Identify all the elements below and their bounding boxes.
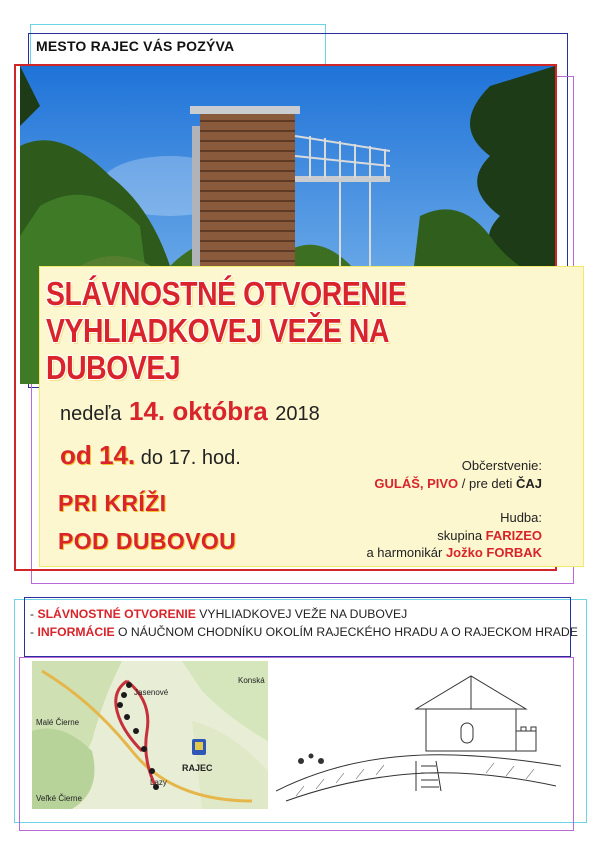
- refreshments-block: [374, 457, 542, 492]
- refreshments-label: Občerstvenie:: [461, 458, 542, 473]
- map-label-konska: Konská: [238, 676, 265, 685]
- music-label: Hudba:: [500, 510, 542, 525]
- map-label-male-cierne: Malé Čierne: [36, 718, 80, 727]
- date-big: 14. októbra: [129, 396, 268, 426]
- program-item-1: - SLÁVNOSTNÉ OTVORENIE VYHLIADKOVEJ VEŽE NA DUBOVEJ: [30, 607, 408, 621]
- program-item-2: - INFORMÁCIE O NÁUČNOM CHODNÍKU OKOLÍM RAJECKÉHO HRADU A O RAJECKOM HRADE: [30, 625, 578, 640]
- refreshments-items: GULÁŠ, PIVO / pre deti ČAJ: [374, 475, 542, 491]
- place-line2: POD DUBOVOU: [58, 528, 237, 554]
- map-label-velke-cierne: Veľké Čierne: [36, 794, 82, 803]
- map-label-jasenove: Jasenové: [134, 688, 169, 697]
- day-prefix: nedeľa: [60, 403, 122, 425]
- event-date: [60, 396, 320, 427]
- program-list: [30, 605, 578, 642]
- castle-sketch: [276, 661, 561, 809]
- music-band: skupina FARIZEO: [437, 527, 542, 543]
- event-year: 2018: [275, 403, 320, 425]
- trail-map: [32, 661, 268, 809]
- event-time: [60, 440, 241, 471]
- headline-line1: SLÁVNOSTNÉ OTVORENIE: [46, 275, 407, 312]
- map-label-lazy: Lazy: [150, 778, 167, 787]
- headline-line2: VYHLIADKOVEJ VEŽE NA DUBOVEJ: [46, 311, 389, 386]
- headline: [46, 276, 485, 387]
- map-label-rajec: RAJEC: [182, 763, 213, 773]
- music-block: [366, 509, 542, 562]
- place-line1: PRI KRÍŽI: [58, 490, 167, 516]
- invite-title: MESTO RAJEC VÁS POZÝVA: [36, 38, 235, 54]
- time-to: do 17. hod.: [140, 447, 241, 469]
- time-from: od 14.: [60, 440, 136, 470]
- music-player: a harmonikár Jožko FORBAK: [366, 545, 542, 561]
